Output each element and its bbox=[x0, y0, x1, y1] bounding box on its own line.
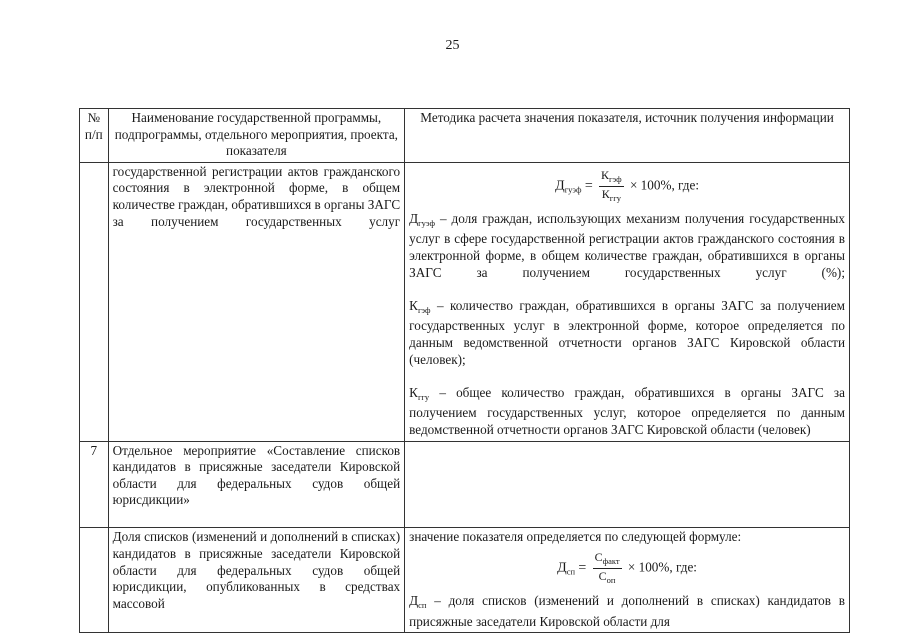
row-number bbox=[80, 162, 109, 441]
indicator-name: государственной регистрации актов гражданского состояния в электронной форме, в общем количестве граждан, обратившихся в органы ЗАГС за получением государственных услуг bbox=[108, 162, 405, 441]
method-cell-empty bbox=[405, 441, 850, 528]
measure-name: Отдельное мероприятие «Составление списков кандидатов в присяжные заседатели Кировской области для федеральных судов общей юрисдикции» bbox=[108, 441, 405, 528]
formula: $Д_{сп}$ = $\frac{С_{факт}}{С_{оп}}$ × 100%, где: bbox=[557, 550, 697, 586]
header-method: Методика расчета значения показателя, источник получения информации bbox=[405, 109, 850, 163]
formula: $Д_{гуэф}$ = $\frac{К_{гэф}}{К_{ггу}}$ × 100%, где: bbox=[555, 167, 700, 203]
table-row bbox=[80, 528, 850, 633]
row-number: 7 bbox=[80, 441, 109, 528]
formula-intro: значение показателя определяется по следующей формуле: bbox=[409, 529, 742, 545]
definition: $Д_{гуэф}$ – доля граждан, использующих механизм получения государственных услуг в сфере государственной регистрации актов гражданского состояния в электронной форме, в общем количестве граждан, обратившихся в органы ЗАГС за получением государственных услуг (%); bbox=[409, 210, 845, 280]
method-cell bbox=[405, 162, 850, 441]
page-number: 25 bbox=[445, 38, 460, 53]
definition: $Д_{сп}$ – доля списков (изменений и дополнений в списках) кандидатов в присяжные заседатели Кировской области для bbox=[409, 593, 845, 629]
row-number bbox=[80, 528, 109, 633]
indicator-name: Доля списков (изменений и дополнений в списках) кандидатов в присяжные заседатели Кировской области для федеральных судов общей юрисдикции, опубликованных в средствах массовой bbox=[108, 528, 405, 633]
table-row bbox=[80, 441, 850, 528]
method-cell bbox=[405, 528, 850, 633]
header-name: Наименование государственной программы, подпрограммы, отдельного мероприятия, проекта, показателя bbox=[108, 109, 405, 163]
table-header-row bbox=[80, 109, 850, 163]
formula-fraction: $\frac{К_{гэф}}{К_{ггу}}$ bbox=[601, 167, 622, 203]
definition: $К_{ггу}$ – общее количество граждан, обратившихся в органы ЗАГС за получением государственных услуг, которое определяется по данным ведомственной отчетности органов ЗАГС Кировской области (человек) bbox=[409, 384, 845, 437]
formula-fraction: $\frac{С_{факт}}{С_{оп}}$ bbox=[594, 550, 620, 586]
table-row bbox=[80, 162, 850, 441]
indicator-table bbox=[79, 108, 850, 633]
header-number: № п/п bbox=[80, 109, 109, 163]
definition: $К_{гэф}$ – количество граждан, обратившихся в органы ЗАГС за получением государственных услуг в электронной форме, которое определяется по данным ведомственной отчетности органов ЗАГС Кировской области (человек); bbox=[409, 297, 845, 367]
